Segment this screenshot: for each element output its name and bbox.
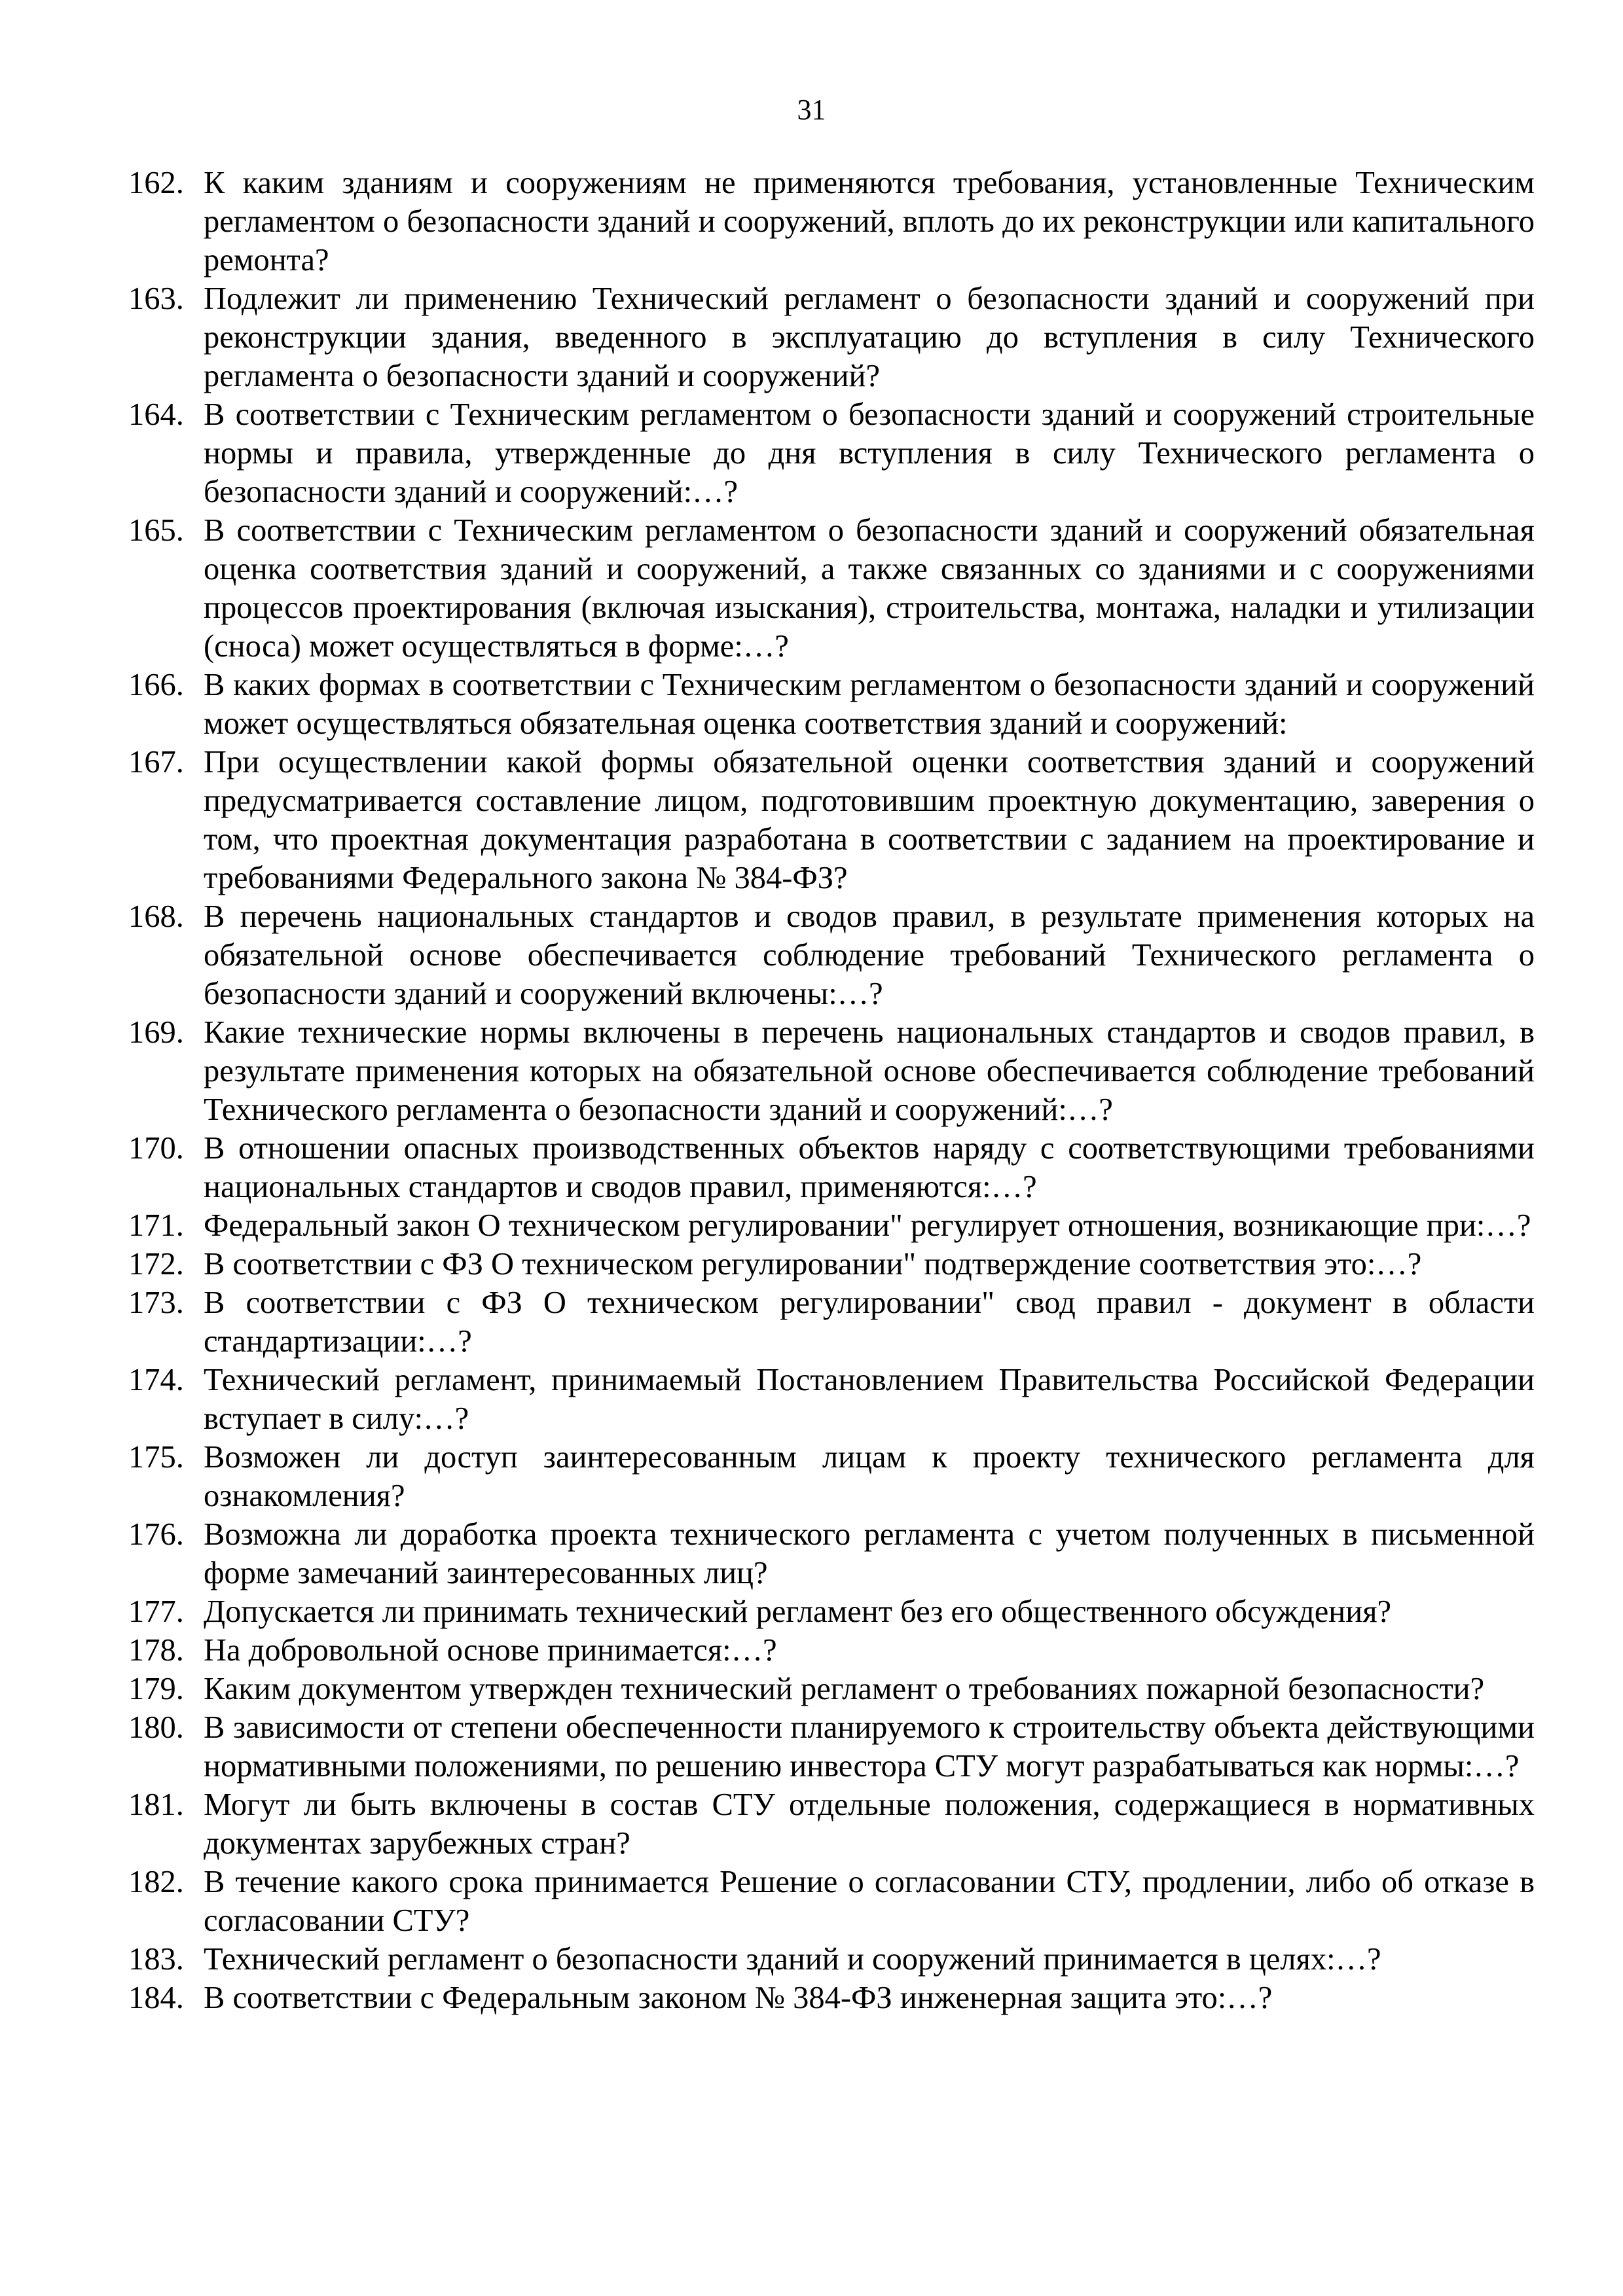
- question-item-184: [128, 1979, 1535, 2017]
- question-item-169: [128, 1013, 1535, 1129]
- question-number: 177.: [128, 1594, 184, 1629]
- question-number: 183.: [128, 1942, 184, 1977]
- question-item-179: [128, 1670, 1535, 1708]
- question-item-181: [128, 1785, 1535, 1863]
- question-number: 166.: [128, 668, 184, 702]
- question-number: 180.: [128, 1710, 184, 1745]
- question-text: В соответствии с ФЗ О техническом регулировании" свод правил - документ в области стандартизации:…?: [204, 1285, 1535, 1359]
- question-number: 178.: [128, 1633, 184, 1668]
- question-number: 162.: [128, 166, 184, 200]
- question-number: 169.: [128, 1015, 184, 1050]
- question-text: Возможна ли доработка проекта технического регламента с учетом полученных в письменной форме замечаний заинтересованных лиц?: [204, 1517, 1535, 1590]
- question-text: Возможен ли доступ заинтересованным лицам к проекту технического регламента для ознакомления?: [204, 1440, 1535, 1513]
- question-text: Подлежит ли применению Технический регламент о безопасности зданий и сооружений при реконструкции здания, введенного в эксплуатацию до вступления в силу Технического регламента о безопасности зданий и сооружений?: [204, 281, 1535, 393]
- question-text: Каким документом утвержден технический регламент о требованиях пожарной безопасности?: [204, 1672, 1485, 1706]
- question-number: 176.: [128, 1517, 184, 1552]
- question-text: В каких формах в соответствии с Техническим регламентом о безопасности зданий и сооружений может осуществляться обязательная оценка соответствия зданий и сооружений:: [204, 668, 1535, 741]
- question-number: 164.: [128, 397, 184, 432]
- question-text: Технический регламент о безопасности зданий и сооружений принимается в целях:…?: [204, 1942, 1381, 1977]
- question-item-167: [128, 743, 1535, 897]
- question-text: Могут ли быть включены в состав СТУ отдельные положения, содержащиеся в нормативных документах зарубежных стран?: [204, 1787, 1535, 1861]
- question-text: В отношении опасных производственных объектов наряду с соответствующими требованиями национальных стандартов и сводов правил, применяются:…?: [204, 1131, 1535, 1204]
- question-item-164: [128, 395, 1535, 511]
- question-number: 174.: [128, 1363, 184, 1397]
- question-text: К каким зданиям и сооружениям не применяются требования, установленные Техническим регламентом о безопасности зданий и сооружений, вплоть до их реконструкции или капитального ремонта?: [204, 166, 1535, 278]
- question-number: 171.: [128, 1208, 184, 1243]
- question-number: 179.: [128, 1672, 184, 1706]
- question-text: В перечень национальных стандартов и сводов правил, в результате применения которых на обязательной основе обеспечивается соблюдение требований Технического регламента о безопасности зданий и сооружений включены:…?: [204, 899, 1535, 1011]
- question-text: На добровольной основе принимается:…?: [204, 1633, 777, 1668]
- question-item-175: [128, 1438, 1535, 1515]
- question-item-182: [128, 1863, 1535, 1940]
- question-text: Допускается ли принимать технический регламент без его общественного обсуждения?: [204, 1594, 1392, 1629]
- question-item-170: [128, 1129, 1535, 1206]
- question-item-165: [128, 511, 1535, 666]
- question-text: Федеральный закон О техническом регулировании" регулирует отношения, возникающие при:…?: [204, 1208, 1531, 1243]
- question-text: В соответствии с Техническим регламентом о безопасности зданий и сооружений строительные нормы и правила, утвержденные до дня вступления в силу Технического регламента о безопасности зданий и сооружений:…?: [204, 397, 1535, 509]
- question-text: Технический регламент, принимаемый Постановлением Правительства Российской Федерации вступает в силу:…?: [204, 1363, 1535, 1436]
- question-item-172: [128, 1245, 1535, 1283]
- question-text: В течение какого срока принимается Решение о согласовании СТУ, продлении, либо об отказе в согласовании СТУ?: [204, 1865, 1535, 1938]
- question-item-162: [128, 164, 1535, 279]
- question-item-176: [128, 1515, 1535, 1592]
- question-number: 172.: [128, 1247, 184, 1282]
- question-text: В зависимости от степени обеспеченности планируемого к строительству объекта действующими нормативными положениями, по решению инвестора СТУ могут разрабатываться как нормы:…?: [204, 1710, 1535, 1784]
- question-number: 165.: [128, 513, 184, 548]
- question-number: 168.: [128, 899, 184, 934]
- question-list: [128, 164, 1535, 2017]
- question-text: Какие технические нормы включены в перечень национальных стандартов и сводов правил, в результате применения которых на обязательной основе обеспечивается соблюдение требований Технического регламента о безопасности зданий и сооружений:…?: [204, 1015, 1535, 1127]
- question-item-174: [128, 1361, 1535, 1438]
- question-number: 173.: [128, 1285, 184, 1320]
- question-text: В соответствии с Федеральным законом № 384-ФЗ инженерная защита это:…?: [204, 1981, 1273, 2015]
- question-text: В соответствии с Техническим регламентом о безопасности зданий и сооружений обязательная оценка соответствия зданий и сооружений, а также связанных со зданиями и с сооружениями процессов проектирования (включая изыскания), строительства, монтажа, наладки и утилизации (сноса) может осуществляться в форме:…?: [204, 513, 1535, 664]
- question-item-180: [128, 1708, 1535, 1785]
- question-number: 175.: [128, 1440, 184, 1475]
- question-number: 184.: [128, 1981, 184, 2015]
- question-number: 167.: [128, 745, 184, 780]
- question-item-168: [128, 897, 1535, 1013]
- question-item-173: [128, 1283, 1535, 1361]
- question-text: При осуществлении какой формы обязательной оценки соответствия зданий и сооружений предусматривается составление лицом, подготовившим проектную документацию, заверения о том, что проектная документация разработана в соответствии с заданием на проектирование и требованиями Федерального закона № 384-ФЗ?: [204, 745, 1535, 895]
- question-number: 163.: [128, 281, 184, 316]
- question-item-178: [128, 1631, 1535, 1670]
- question-item-171: [128, 1206, 1535, 1245]
- question-number: 182.: [128, 1865, 184, 1899]
- page-number: 31: [797, 94, 826, 126]
- question-number: 170.: [128, 1131, 184, 1166]
- question-item-183: [128, 1940, 1535, 1979]
- question-item-166: [128, 666, 1535, 743]
- question-number: 181.: [128, 1787, 184, 1822]
- question-item-177: [128, 1592, 1535, 1631]
- question-item-163: [128, 279, 1535, 395]
- question-text: В соответствии с ФЗ О техническом регулировании" подтверждение соответствия это:…?: [204, 1247, 1422, 1282]
